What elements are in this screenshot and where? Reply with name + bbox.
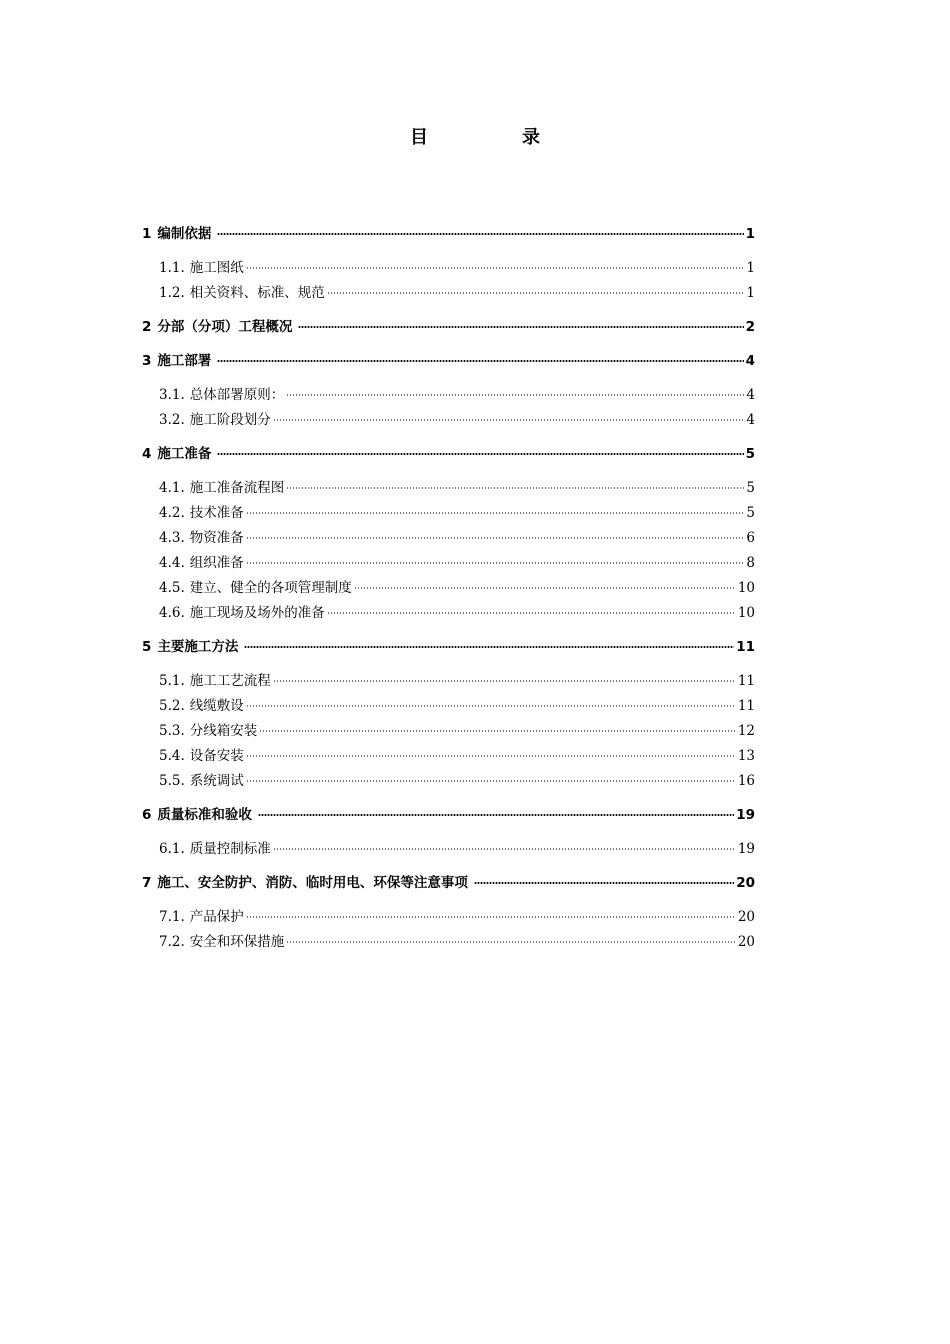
toc-entry-number: 5.5.: [159, 773, 185, 789]
toc-section-entry[interactable]: [142, 476, 755, 501]
toc-page-number: 1: [745, 226, 755, 242]
toc-entry-title: 施工工艺流程: [189, 673, 271, 689]
toc-page-number: 10: [737, 605, 755, 621]
toc-dot-leader: [244, 646, 734, 648]
toc-dot-leader: [273, 848, 736, 850]
toc-entry-number: 4.4.: [159, 555, 185, 571]
toc-entry-title: 设备安装: [189, 748, 244, 764]
toc-entry-title: 分线箱安装: [189, 723, 258, 739]
toc-dot-leader: [217, 453, 743, 455]
toc-entry-title: 编制依据: [157, 226, 212, 242]
toc-dot-leader: [246, 705, 736, 707]
toc-section-entry[interactable]: [142, 744, 755, 769]
toc-chapter-entry[interactable]: [142, 222, 755, 247]
toc-page-number: 8: [746, 555, 755, 571]
toc-page-number: 20: [737, 909, 755, 925]
toc-entry-label: [142, 442, 211, 467]
toc-page-number: 19: [737, 841, 755, 857]
toc-dot-leader: [259, 730, 736, 732]
toc-section-entry[interactable]: [142, 256, 755, 281]
toc-dot-leader: [258, 814, 734, 816]
toc-entry-label: [159, 837, 271, 862]
toc-entry-number: 2: [142, 319, 152, 335]
toc-entry-title: 施工、安全防护、消防、临时用电、环保等注意事项: [157, 875, 468, 891]
toc-entry-title: 主要施工方法: [157, 639, 239, 655]
toc-chapter-entry[interactable]: [142, 871, 755, 896]
toc-entry-title: 物资准备: [189, 530, 244, 546]
toc-dot-leader: [327, 292, 745, 294]
toc-entry-number: 5.1.: [159, 673, 185, 689]
toc-entry-label: [159, 930, 284, 955]
toc-entry-number: 7: [142, 875, 152, 891]
toc-dot-leader: [217, 360, 743, 362]
toc-entry-label: [159, 601, 325, 626]
toc-entry-number: 5: [142, 639, 152, 655]
toc-page-number: 5: [745, 446, 755, 462]
toc-chapter-entry[interactable]: [142, 442, 755, 467]
toc-entry-number: 7.2.: [159, 934, 185, 950]
toc-dot-leader: [286, 941, 736, 943]
toc-entry-title: 线缆敷设: [189, 698, 244, 714]
toc-entry-label: [142, 871, 468, 896]
toc-page-number: 2: [745, 319, 755, 335]
toc-entry-number: 5.2.: [159, 698, 185, 714]
toc-entry-title: 相关资料、标准、规范: [189, 285, 325, 301]
toc-chapter-entry[interactable]: [142, 349, 755, 374]
toc-entry-title: 总体部署原则：: [189, 387, 285, 403]
toc-entry-number: 5.4.: [159, 748, 185, 764]
toc-entry-number: 1: [142, 226, 152, 242]
toc-page-number: 20: [737, 934, 755, 950]
toc-entry-number: 3.2.: [159, 412, 185, 428]
toc-section-entry[interactable]: [142, 837, 755, 862]
toc-entry-label: [159, 501, 244, 526]
toc-dot-leader: [298, 326, 743, 328]
toc-section-entry[interactable]: [142, 694, 755, 719]
toc-entry-title: 系统调试: [189, 773, 244, 789]
toc-dot-leader: [286, 487, 744, 489]
toc-page-number: 20: [736, 875, 755, 891]
toc-dot-leader: [246, 512, 745, 514]
toc-entry-label: [159, 551, 244, 576]
toc-entry-label: [142, 635, 238, 660]
toc-entry-title: 施工部署: [157, 353, 212, 369]
toc-dot-leader: [273, 419, 745, 421]
toc-dot-leader: [246, 916, 736, 918]
toc-page-number: 11: [737, 698, 755, 714]
toc-entry-title: 质量标准和验收: [157, 807, 252, 823]
toc-entry-number: 4.6.: [159, 605, 185, 621]
toc-page-number: 4: [745, 353, 755, 369]
toc-entry-label: [159, 905, 244, 930]
toc-entry-title: 产品保护: [189, 909, 244, 925]
toc-page-number: 1: [746, 285, 755, 301]
toc-page-number: 16: [737, 773, 755, 789]
toc-entry-label: [159, 744, 244, 769]
toc-section-entry[interactable]: [142, 501, 755, 526]
toc-entry-title: 技术准备: [189, 505, 244, 521]
toc-entry-title: 施工图纸: [189, 260, 244, 276]
toc-dot-leader: [273, 680, 736, 682]
toc-entry-number: 3.1.: [159, 387, 185, 403]
toc-page-number: 5: [746, 480, 755, 496]
toc-entry-title: 施工准备流程图: [189, 480, 285, 496]
toc-page-number: 19: [736, 807, 755, 823]
toc-entry-title: 施工现场及场外的准备: [189, 605, 325, 621]
toc-page-number: 13: [737, 748, 755, 764]
toc-dot-leader: [246, 755, 736, 757]
toc-entry-label: [159, 526, 244, 551]
toc-page-number: 12: [737, 723, 755, 739]
toc-chapter-entry[interactable]: [142, 635, 755, 660]
toc-entry-number: 1.1.: [159, 260, 185, 276]
toc-dot-leader: [474, 882, 734, 884]
toc-entry-label: [159, 281, 325, 306]
toc-entry-title: 施工阶段划分: [189, 412, 271, 428]
toc-entry-number: 7.1.: [159, 909, 185, 925]
toc-dot-leader: [217, 233, 743, 235]
toc-entry-label: [142, 349, 211, 374]
toc-entry-label: [159, 476, 284, 501]
toc-entry-label: [159, 694, 244, 719]
toc-entry-label: [159, 719, 257, 744]
toc-section-entry[interactable]: [142, 930, 755, 955]
toc-dot-leader: [354, 587, 736, 589]
toc-dot-leader: [246, 780, 736, 782]
toc-entry-label: [159, 669, 271, 694]
toc-entry-title: 质量控制标准: [189, 841, 271, 857]
table-of-contents: [142, 222, 755, 955]
toc-entry-number: 3: [142, 353, 152, 369]
toc-page-number: 4: [746, 412, 755, 428]
toc-section-entry[interactable]: [142, 905, 755, 930]
toc-section-entry[interactable]: [142, 526, 755, 551]
toc-entry-label: [142, 315, 292, 340]
toc-entry-label: [159, 256, 244, 281]
toc-entry-title: 安全和环保措施: [189, 934, 285, 950]
toc-page-number: 1: [746, 260, 755, 276]
toc-section-entry[interactable]: [142, 281, 755, 306]
toc-section-entry[interactable]: [142, 408, 755, 433]
toc-entry-title: 分部（分项）工程概况: [157, 319, 293, 335]
page-title: 目 录: [410, 127, 578, 148]
toc-page-number: 10: [737, 580, 755, 596]
toc-page-number: 5: [746, 505, 755, 521]
toc-entry-title: 组织准备: [189, 555, 244, 571]
toc-chapter-entry[interactable]: [142, 315, 755, 340]
toc-section-entry[interactable]: [142, 551, 755, 576]
toc-page-number: 11: [736, 639, 755, 655]
toc-section-entry[interactable]: [142, 719, 755, 744]
toc-entry-label: [159, 576, 352, 601]
toc-entry-number: 4: [142, 446, 152, 462]
toc-entry-number: 6.1.: [159, 841, 185, 857]
toc-dot-leader: [246, 537, 745, 539]
toc-entry-number: 5.3.: [159, 723, 185, 739]
toc-section-entry[interactable]: [142, 576, 755, 601]
toc-section-entry[interactable]: [142, 769, 755, 794]
toc-entry-number: 1.2.: [159, 285, 185, 301]
toc-page-number: 11: [737, 673, 755, 689]
toc-entry-number: 4.3.: [159, 530, 185, 546]
toc-entry-label: [159, 383, 284, 408]
toc-section-entry[interactable]: [142, 669, 755, 694]
toc-page-number: 4: [746, 387, 755, 403]
toc-entry-label: [159, 408, 271, 433]
toc-entry-number: 4.5.: [159, 580, 185, 596]
toc-entry-label: [142, 803, 252, 828]
toc-entry-label: [142, 222, 211, 247]
toc-entry-number: 4.1.: [159, 480, 185, 496]
toc-entry-number: 6: [142, 807, 152, 823]
toc-entry-number: 4.2.: [159, 505, 185, 521]
toc-section-entry[interactable]: [142, 383, 755, 408]
toc-entry-label: [159, 769, 244, 794]
toc-page-number: 6: [746, 530, 755, 546]
toc-dot-leader: [327, 612, 736, 614]
toc-entry-title: 施工准备: [157, 446, 212, 462]
toc-chapter-entry[interactable]: [142, 803, 755, 828]
toc-entry-title: 建立、健全的各项管理制度: [189, 580, 352, 596]
toc-dot-leader: [246, 267, 745, 269]
toc-dot-leader: [286, 394, 744, 396]
toc-section-entry[interactable]: [142, 601, 755, 626]
toc-dot-leader: [246, 562, 745, 564]
